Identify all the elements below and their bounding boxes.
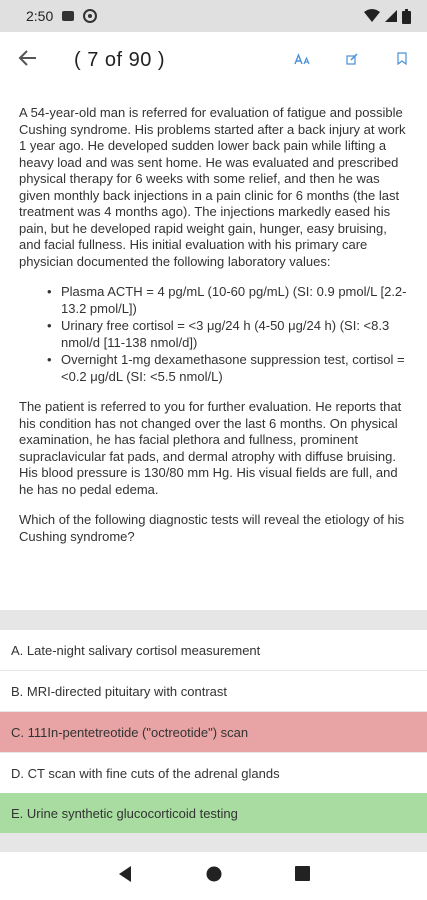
app-header: [0, 32, 427, 88]
triangle-back-icon: [117, 865, 133, 888]
system-nav-bar: [0, 852, 427, 900]
lab-value: • Plasma ACTH = 4 pg/mL (10-60 pg/mL) (SI: 0.9 pmol/L [2.2-13.2 pmol/L]): [47, 284, 411, 317]
sync-icon: [83, 9, 97, 23]
nav-recents-button[interactable]: [279, 852, 327, 900]
lab-value: • Overnight 1-mg dexamethasone suppression test, cortisol = <0.2 μg/dL (SI: <5.5 nmol/L): [47, 352, 411, 385]
square-recents-icon: [295, 866, 310, 886]
font-size-icon: [294, 53, 310, 68]
answer-option-a[interactable]: A. Late-night salivary cortisol measurement: [0, 630, 427, 670]
arrow-left-icon: [18, 48, 38, 73]
battery-icon: [402, 9, 411, 24]
circle-home-icon: [206, 866, 222, 887]
bookmark-icon: [397, 52, 407, 68]
question-paragraph-2: The patient is referred to you for further evaluation. He reports that his condition has not changed over the last 6 months. On physical examination, he has facial plethora and fullness, prominent supraclavicular fat pads, and dermal atrophy with diffuse bruising. His blood pressure is 130/80 mm Hg. His visual fields are full, and he has no pedal edema.: [19, 399, 402, 497]
font-size-button[interactable]: [277, 32, 327, 88]
answer-option-c[interactable]: C. 111In-pentetreotide ("octreotide") scan: [0, 712, 427, 752]
signal-icon: [384, 9, 398, 23]
lab-values-list: [47, 284, 411, 385]
status-bar: [0, 0, 427, 32]
question-paragraph-1: A 54-year-old man is referred for evaluation of fatigue and possible Cushing syndrome. His problems started after a back injury at work 1 year ago. He developed sudden lower back pain while lifting a heavy load and was sent home. He was evaluated and prescribed physical therapy for 6 weeks with some relief, and then he was given monthly back injections in a pain clinic for 6 months (the last treatment was 4 months ago). The injections markedly eased his pain, but he developed rapid weight gain, hunger, easy bruising, and facial fullness. His initial evaluation with his primary care physician documented the following laboratory values:: [19, 105, 406, 269]
lab-value: • Urinary free cortisol = <3 μg/24 h (4-50 μg/24 h) (SI: <8.3 nmol/d [11-138 nmol/d]): [47, 318, 411, 351]
notification-icon: [61, 9, 75, 23]
back-button[interactable]: [0, 32, 56, 88]
edit-icon: [346, 53, 358, 68]
wifi-icon: [364, 9, 380, 23]
answer-option-d[interactable]: D. CT scan with fine cuts of the adrenal glands: [0, 753, 427, 793]
nav-home-button[interactable]: [190, 852, 238, 900]
answer-option-b[interactable]: B. MRI-directed pituitary with contrast: [0, 671, 427, 711]
bookmark-button[interactable]: [377, 32, 427, 88]
answer-list: [0, 610, 427, 852]
nav-back-button[interactable]: [101, 852, 149, 900]
question-prompt: Which of the following diagnostic tests will reveal the etiology of his Cushing syndrome?: [19, 512, 405, 544]
status-time: 2:50: [26, 8, 54, 24]
page-title: ( 7 of 90 ): [74, 48, 166, 71]
answer-option-e[interactable]: E. Urine synthetic glucocorticoid testing: [0, 793, 427, 833]
edit-note-button[interactable]: [327, 32, 377, 88]
question-stem: [19, 105, 411, 545]
